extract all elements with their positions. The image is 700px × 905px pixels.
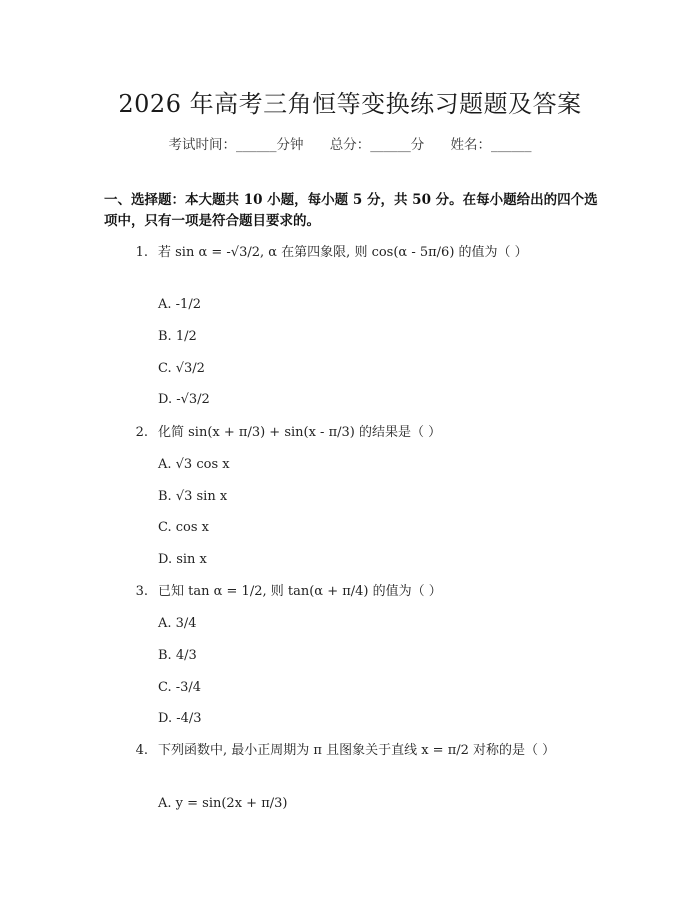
question-text: 已知 tan α = 1/2, 则 tan(α + π/4) 的值为（ ） xyxy=(158,584,442,599)
option-b: B. 1/2 xyxy=(158,329,197,344)
exam-meta xyxy=(0,133,700,153)
option-c: C. √3/2 xyxy=(158,361,205,376)
option-d: D. -√3/2 xyxy=(158,392,210,407)
question-number: 3. xyxy=(135,584,148,599)
question-number: 1. xyxy=(135,245,148,260)
option-a: A. -1/2 xyxy=(158,297,201,312)
student-name-field: 姓名：______ xyxy=(450,137,532,153)
question-text: 下列函数中, 最小正周期为 π 且图象关于直线 x = π/2 对称的是（ ） xyxy=(158,743,556,758)
question-text: 若 sin α = -√3/2, α 在第四象限, 则 cos(α - 5π/6) 的值为（ ） xyxy=(158,245,528,260)
question-text: 化简 sin(x + π/3) + sin(x - π/3) 的结果是（ ） xyxy=(158,425,442,440)
question-2 xyxy=(104,422,584,444)
option-a: A. 3/4 xyxy=(158,616,197,631)
question-1 xyxy=(104,242,584,264)
option-a: A. √3 cos x xyxy=(158,457,230,472)
option-b: B. 4/3 xyxy=(158,648,197,663)
option-a: A. y = sin(2x + π/3) xyxy=(158,796,288,811)
option-c: C. -3/4 xyxy=(158,680,202,695)
exam-score-field: 总分：______分 xyxy=(329,137,425,153)
exam-time-field: 考试时间：______分钟 xyxy=(168,137,304,153)
question-number: 2. xyxy=(135,425,148,440)
question-3 xyxy=(104,581,584,603)
question-4 xyxy=(104,740,584,762)
option-d: D. sin x xyxy=(158,552,207,567)
option-d: D. -4/3 xyxy=(158,711,202,726)
question-number: 4. xyxy=(135,743,148,758)
section-heading: 一、选择题：本大题共 10 小题，每小题 5 分，共 50 分。在每小题给出的四个选项中，只有一项是符合题目要求的。 xyxy=(104,192,598,229)
option-b: B. √3 sin x xyxy=(158,489,228,504)
option-c: C. cos x xyxy=(158,520,209,535)
page-title: 2026 年高考三角恒等变换练习题题及答案 xyxy=(118,90,582,118)
